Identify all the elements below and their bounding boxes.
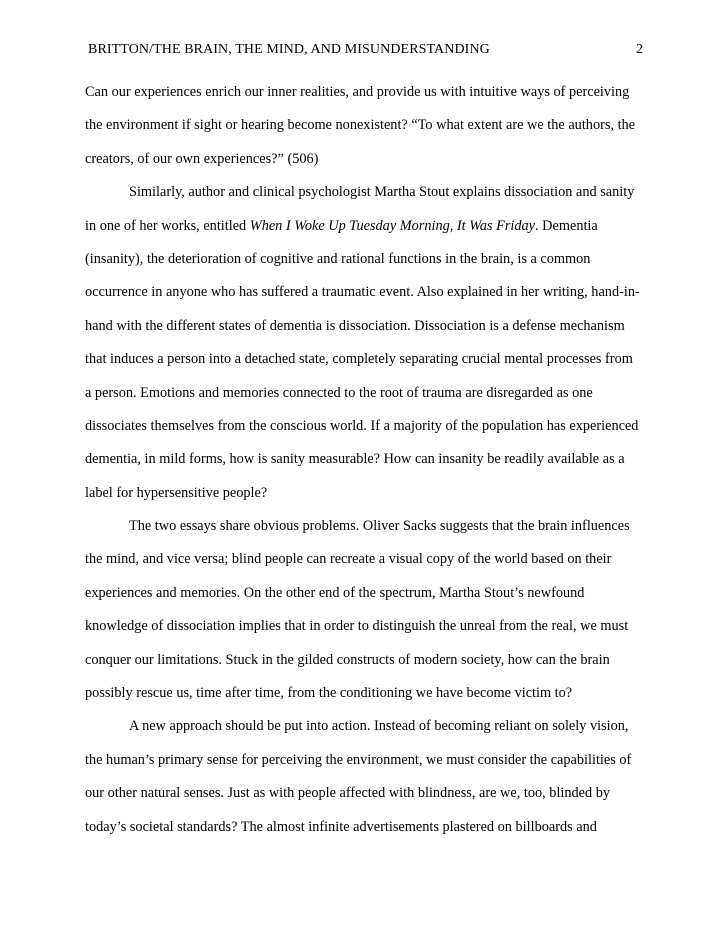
text-line: conquer our limitations. Stuck in the gilded constructs of modern society, how can the brain [85,651,610,668]
text-line: label for hypersensitive people? [85,484,268,501]
text-line: a person. Emotions and memories connected to the root of trauma are disregarded as one [85,384,593,401]
text-line: creators, of our own experiences?” (506) [85,150,319,167]
text-line: today’s societal standards? The almost infinite advertisements plastered on billboards and [85,818,597,835]
paragraph-start-line: Similarly, author and clinical psychologist Martha Stout explains dissociation and sanity [129,184,635,201]
paragraph-start-line: The two essays share obvious problems. Oliver Sacks suggests that the brain influences [129,518,630,535]
running-head [88,41,643,59]
paragraph-start-line: A new approach should be put into action. Instead of becoming reliant on solely vision, [129,718,629,735]
book-title: When I Woke Up Tuesday Morning, It Was Friday [249,217,536,234]
page-number: 2 [636,42,643,57]
text-line: dissociates themselves from the conscious world. If a majority of the population has experienced [85,417,639,434]
text-segment: . Dementia [535,217,598,234]
text-line: the mind, and vice versa; blind people can recreate a visual copy of the world based on their [85,551,612,568]
text-line: hand with the different states of dementia is dissociation. Dissociation is a defense mechanism [85,317,625,334]
text-line: experiences and memories. On the other end of the spectrum, Martha Stout’s newfound [85,584,585,601]
text-line: occurrence in anyone who has suffered a traumatic event. Also explained in her writing, hand-in- [85,284,640,301]
running-head-title: BRITTON/THE BRAIN, THE MIND, AND MISUNDERSTANDING [88,42,490,57]
text-line: knowledge of dissociation implies that in order to distinguish the unreal from the real, we must [85,618,629,635]
text-line-with-title [85,217,650,250]
text-line: Can our experiences enrich our inner realities, and provide us with intuitive ways of perceiving [85,84,630,100]
text-segment: in one of her works, entitled [85,217,250,234]
text-line: dementia, in mild forms, how is sanity measurable? How can insanity be readily available as a [85,451,625,468]
text-line: that induces a person into a detached state, completely separating crucial mental processes from [85,351,633,368]
text-line: our other natural senses. Just as with people affected with blindness, are we, too, blinded by [85,785,611,802]
body-text [85,83,650,851]
text-line: the environment if sight or hearing become nonexistent? “To what extent are we the authors, the [85,117,636,134]
text-line: the human’s primary sense for perceiving the environment, we must consider the capabilities of [85,751,632,768]
text-line: possibly rescue us, time after time, from the conditioning we have become victim to? [85,685,573,702]
text-line: (insanity), the deterioration of cognitive and rational functions in the brain, is a common [85,250,591,267]
